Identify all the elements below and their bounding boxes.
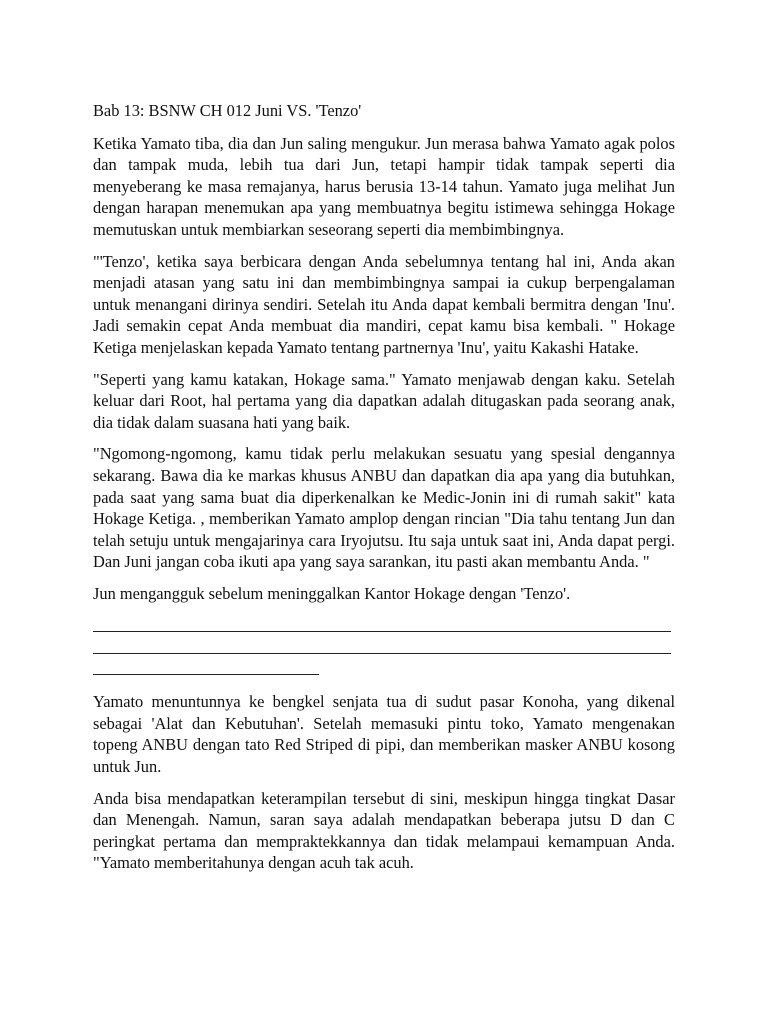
divider-line bbox=[93, 614, 675, 636]
divider-line bbox=[93, 658, 675, 680]
paragraph: "Seperti yang kamu katakan, Hokage sama." Yamato menjawab dengan kaku. Setelah keluar dari Root, hal pertama yang dia dapatkan adalah ditugaskan pada seorang anak, dia tidak dalam suasana hati yang baik. bbox=[93, 369, 675, 432]
divider-line bbox=[93, 636, 675, 658]
paragraph: Anda bisa mendapatkan keterampilan tersebut di sini, meskipun hingga tingkat Dasar dan Menengah. Namun, saran saya adalah mendapatkan beberapa jutsu D dan C peringkat pertama dan mempraktekkannya dan tidak melampaui kemampuan Anda. "Yamato memberitahunya dengan acuh tak acuh. bbox=[93, 788, 675, 873]
document-page bbox=[93, 100, 675, 884]
paragraph: Jun mengangguk sebelum meninggalkan Kantor Hokage dengan 'Tenzo'. bbox=[93, 583, 571, 603]
paragraph: "'Tenzo', ketika saya berbicara dengan Anda sebelumnya tentang hal ini, Anda akan menjadi atasan yang satu ini dan membimbingnya sampai ia cukup berpengalaman untuk menangani dirinya sendiri. Setelah itu Anda dapat kembali bermitra dengan 'Inu'. Jadi semakin cepat Anda membuat dia mandiri, cepat kamu bisa kembali. " Hokage Ketiga menjelaskan kepada Yamato tentang partnernya 'Inu', yaitu Kakashi Hatake. bbox=[93, 251, 675, 357]
paragraph: Ketika Yamato tiba, dia dan Jun saling mengukur. Jun merasa bahwa Yamato agak polos dan tampak muda, lebih tua dari Jun, tetapi hampir tidak tampak seperti dia menyeberang ke masa remajanya, harus berusia 13-14 tahun. Yamato juga melihat Jun dengan harapan menemukan apa yang membuatnya begitu istimewa sehingga Hokage memutuskan untuk membiarkan seseorang seperti dia membimbingnya. bbox=[93, 133, 675, 239]
paragraph: Yamato menuntunnya ke bengkel senjata tua di sudut pasar Konoha, yang dikenal sebagai 'Alat dan Kebutuhan'. Setelah memasuki pintu toko, Yamato mengenakan topeng ANBU dengan tato Red Striped di pipi, dan memberikan masker ANBU kosong untuk Jun. bbox=[93, 692, 675, 777]
chapter-title: Bab 13: BSNW CH 012 Juni VS. 'Tenzo' bbox=[93, 101, 362, 120]
section-divider bbox=[93, 614, 675, 679]
paragraph: "Ngomong-ngomong, kamu tidak perlu melakukan sesuatu yang spesial dengannya sekarang. Bawa dia ke markas khusus ANBU dan dapatkan dia apa yang dia butuhkan, pada saat yang sama buat dia diperkenalkan ke Medic-Jonin ini di rumah sakit" kata Hokage Ketiga. , memberikan Yamato amplop dengan rincian "Dia tahu tentang Jun dan telah setuju untuk mengajarinya cara Iryojutsu. Itu saja untuk saat ini, Anda dapat pergi. Dan Juni jangan coba ikuti apa yang saya sarankan, itu pasti akan membantu Anda. " bbox=[93, 444, 675, 572]
